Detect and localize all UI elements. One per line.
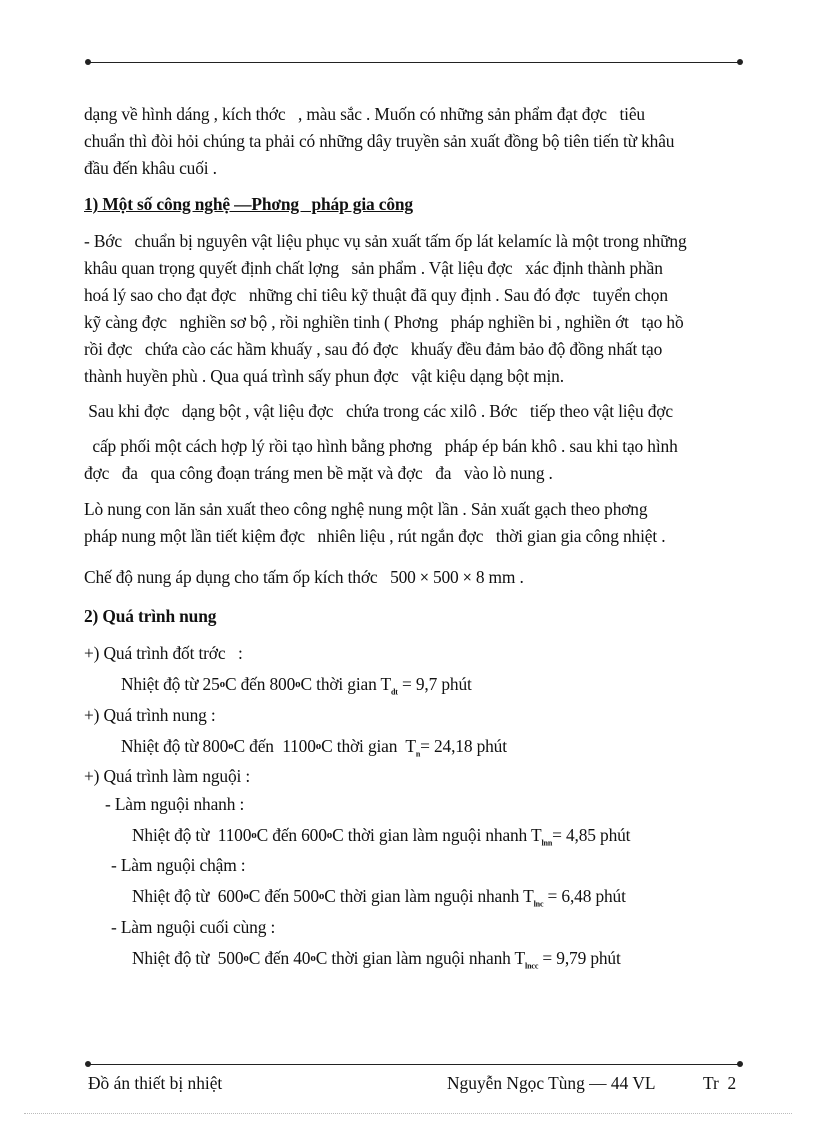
- paragraph-line: đầu đến khâu cuối .: [84, 158, 217, 178]
- page-bottom-divider: [24, 1113, 792, 1114]
- fast-cooling-line: Nhiệt độ từ 1100$^o$C đến 600$^o$C thời gian làm nguội nhanh $T_{lnn}= 4,85$ phút: [132, 825, 631, 848]
- footer-title: Đồ án thiết bị nhiệt: [88, 1073, 223, 1093]
- footer-rule: [88, 1064, 740, 1065]
- process-label: +) Quá trình nung :: [84, 705, 216, 725]
- preheat-temperature-line: Nhiệt độ từ 25$^o$C đến 800$^o$C thời gian $T_{dt} = 9,7$ phút: [121, 674, 472, 697]
- process-label: +) Quá trình đốt trớc :: [84, 643, 243, 663]
- sub-process-label: - Làm nguội cuối cùng :: [111, 917, 276, 937]
- page-number: Tr 2: [703, 1073, 737, 1093]
- process-label: +) Quá trình làm nguội :: [84, 766, 251, 786]
- paragraph-line: Sau khi đợc dạng bột , vật liệu đợc chứa trong các xilô . Bớc tiếp theo vật liệu đợc: [84, 401, 673, 421]
- header-rule: [88, 62, 740, 63]
- sub-process-label: - Làm nguội nhanh :: [105, 794, 245, 814]
- firing-temperature-line: Nhiệt độ từ 800$^o$C đến 1100$^o$C thời gian $T_n= 24,18$ phút: [121, 736, 507, 759]
- paragraph-line: cấp phối một cách hợp lý rồi tạo hình bằng phơng pháp ép bán khô . sau khi tạo hình: [84, 436, 678, 456]
- final-cooling-line: Nhiệt độ từ 500$^o$C đến 40$^o$C thời gian làm nguội nhanh $T_{lncc} = 9,79$ phút: [132, 948, 621, 971]
- section-2-title: 2) Quá trình nung: [84, 606, 217, 626]
- paragraph-line: kỹ càng đợc nghiền sơ bộ , rồi nghiền tinh ( Phơng pháp nghiền bi , nghiền ớt tạo hồ: [84, 312, 684, 332]
- section-1-title: 1) Một số công nghệ —Phơng pháp gia công: [84, 194, 413, 214]
- paragraph-line: dạng về hình dáng , kích thớc , màu sắc . Muốn có những sản phẩm đạt đợc tiêu: [84, 104, 645, 124]
- tile-size-line: Chế độ nung áp dụng cho tấm ốp kích thớc 500 × 500 × 8 mm .: [84, 567, 524, 587]
- paragraph-line: đợc đa qua công đoạn tráng men bề mặt và đợc đa vào lò nung .: [84, 463, 553, 483]
- slow-cooling-line: Nhiệt độ từ 600$^o$C đến 500$^o$C thời gian làm nguội nhanh $T_{lnc} = 6,48$ phút: [132, 886, 626, 909]
- paragraph-line: thành huyền phù . Qua quá trình sấy phun đợc vật kiệu dạng bột mịn.: [84, 366, 564, 386]
- paragraph-line: khâu quan trọng quyết định chất lợng sản phẩm . Vật liệu đợc xác định thành phần: [84, 258, 663, 278]
- sub-process-label: - Làm nguội chậm :: [111, 855, 246, 875]
- paragraph-line: hoá lý sao cho đạt đợc những chỉ tiêu kỹ thuật đã quy định . Sau đó đợc tuyển chọn: [84, 285, 668, 305]
- paragraph-line: Lò nung con lăn sản xuất theo công nghệ nung một lần . Sản xuất gạch theo phơng: [84, 499, 648, 519]
- footer-author: Nguyễn Ngọc Tùng — 44 VL: [447, 1073, 656, 1093]
- paragraph-line: - Bớc chuẩn bị nguyên vật liệu phục vụ sản xuất tấm ốp lát kelamíc là một trong những: [84, 231, 687, 251]
- paragraph-line: pháp nung một lần tiết kiệm đợc nhiên liệu , rút ngắn đợc thời gian gia công nhiệt .: [84, 526, 666, 546]
- paragraph-line: rồi đợc chứa cào các hầm khuấy , sau đó đợc khuấy đều đảm bảo độ đồng nhất tạo: [84, 339, 663, 359]
- paragraph-line: chuẩn thì đòi hỏi chúng ta phải có những dây truyền sản xuất đồng bộ tiên tiến từ khâu: [84, 131, 675, 151]
